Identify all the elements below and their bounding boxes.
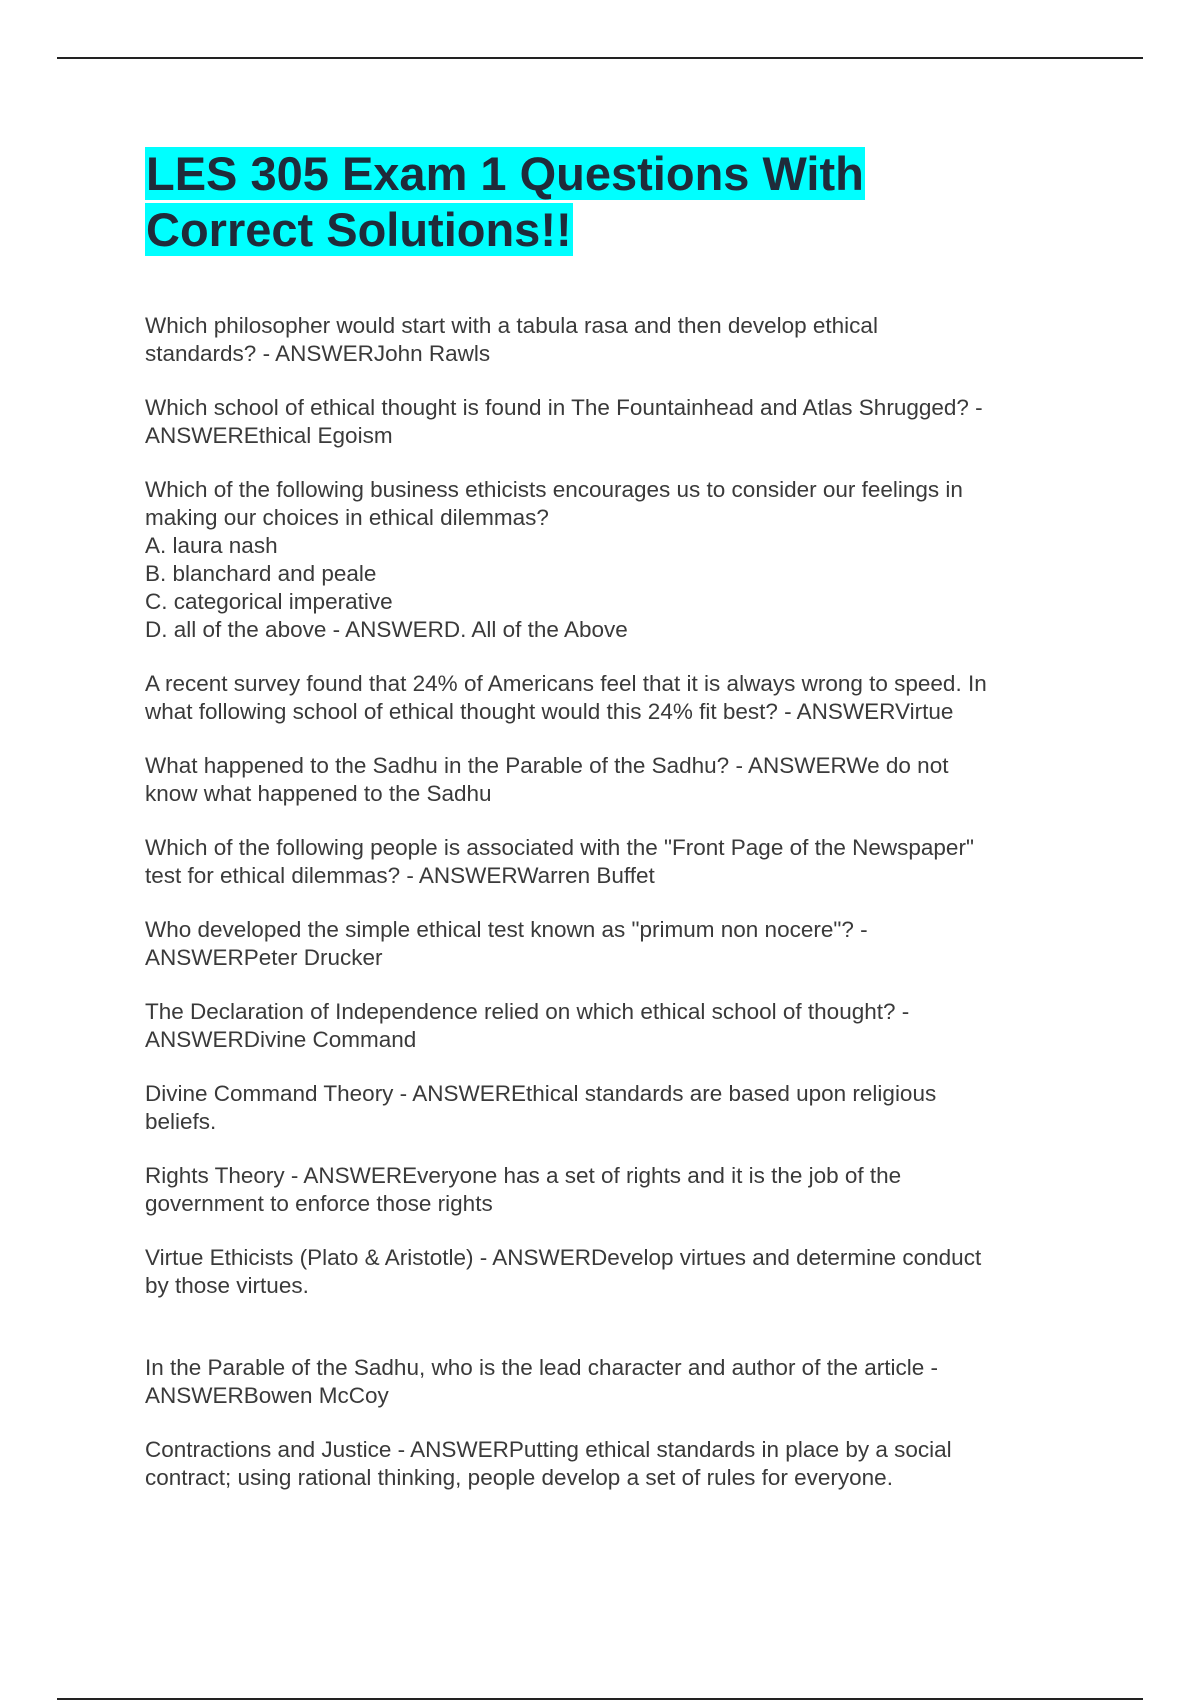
qa-item-divine-command xyxy=(145,1080,1065,1136)
qa-item-rights-theory xyxy=(145,1162,1065,1218)
qa-option-a: A. laura nash xyxy=(145,533,278,558)
qa-line: Who developed the simple ethical test known as "primum non nocere"? - xyxy=(145,917,868,942)
qa-option-b: B. blanchard and peale xyxy=(145,561,377,586)
qa-line: Rights Theory - ANSWEREveryone has a set of rights and it is the job of the xyxy=(145,1163,902,1188)
qa-line: test for ethical dilemmas? - ANSWERWarren Buffet xyxy=(145,863,655,888)
qa-line: know what happened to the Sadhu xyxy=(145,781,492,806)
qa-option-d: D. all of the above - ANSWERD. All of the Above xyxy=(145,617,628,642)
qa-item-declaration xyxy=(145,998,1065,1054)
qa-item-front-page-test xyxy=(145,834,1065,890)
title-line-1: LES 305 Exam 1 Questions With xyxy=(146,147,864,200)
qa-item-sadhu-author xyxy=(145,1354,1065,1410)
qa-option-c: C. categorical imperative xyxy=(145,589,393,614)
top-rule xyxy=(57,57,1143,59)
qa-item-tabula-rasa xyxy=(145,312,1065,368)
qa-line: Which of the following business ethicists encourages us to consider our feelings in xyxy=(145,477,963,502)
qa-line: In the Parable of the Sadhu, who is the lead character and author of the article - xyxy=(145,1355,938,1380)
qa-item-contractions-justice xyxy=(145,1436,1065,1492)
qa-line: contract; using rational thinking, people develop a set of rules for everyone. xyxy=(145,1465,893,1490)
document-title xyxy=(145,146,1105,258)
title-line-2: Correct Solutions!! xyxy=(146,203,572,256)
qa-line: Virtue Ethicists (Plato & Aristotle) - ANSWERDevelop virtues and determine conduct xyxy=(145,1245,982,1270)
qa-item-speed-survey xyxy=(145,670,1065,726)
qa-item-virtue-ethicists xyxy=(145,1244,1065,1300)
qa-line: Which school of ethical thought is found in The Fountainhead and Atlas Shrugged? - xyxy=(145,395,983,420)
qa-item-primum-non-nocere xyxy=(145,916,1065,972)
qa-line: A recent survey found that 24% of Americans feel that it is always wrong to speed. In xyxy=(145,671,987,696)
qa-line: ANSWEREthical Egoism xyxy=(145,423,393,448)
qa-line: by those virtues. xyxy=(145,1273,309,1298)
qa-line: Which philosopher would start with a tabula rasa and then develop ethical xyxy=(145,313,878,338)
qa-line: making our choices in ethical dilemmas? xyxy=(145,505,549,530)
qa-item-fountainhead xyxy=(145,394,1065,450)
qa-item-sadhu-fate xyxy=(145,752,1065,808)
qa-line: ANSWERDivine Command xyxy=(145,1027,417,1052)
qa-line: Contractions and Justice - ANSWERPutting ethical standards in place by a social xyxy=(145,1437,952,1462)
qa-line: government to enforce those rights xyxy=(145,1191,493,1216)
qa-line: What happened to the Sadhu in the Parable of the Sadhu? - ANSWERWe do not xyxy=(145,753,949,778)
qa-line: Divine Command Theory - ANSWEREthical standards are based upon religious xyxy=(145,1081,937,1106)
qa-list xyxy=(145,312,1065,1518)
qa-item-business-ethicists xyxy=(145,476,1065,644)
qa-line: ANSWERPeter Drucker xyxy=(145,945,383,970)
qa-line: what following school of ethical thought would this 24% fit best? - ANSWERVirtue xyxy=(145,699,954,724)
qa-line: ANSWERBowen McCoy xyxy=(145,1383,389,1408)
qa-line: Which of the following people is associated with the "Front Page of the Newspaper" xyxy=(145,835,974,860)
qa-line: beliefs. xyxy=(145,1109,217,1134)
qa-line: standards? - ANSWERJohn Rawls xyxy=(145,341,491,366)
qa-line: The Declaration of Independence relied on which ethical school of thought? - xyxy=(145,999,910,1024)
